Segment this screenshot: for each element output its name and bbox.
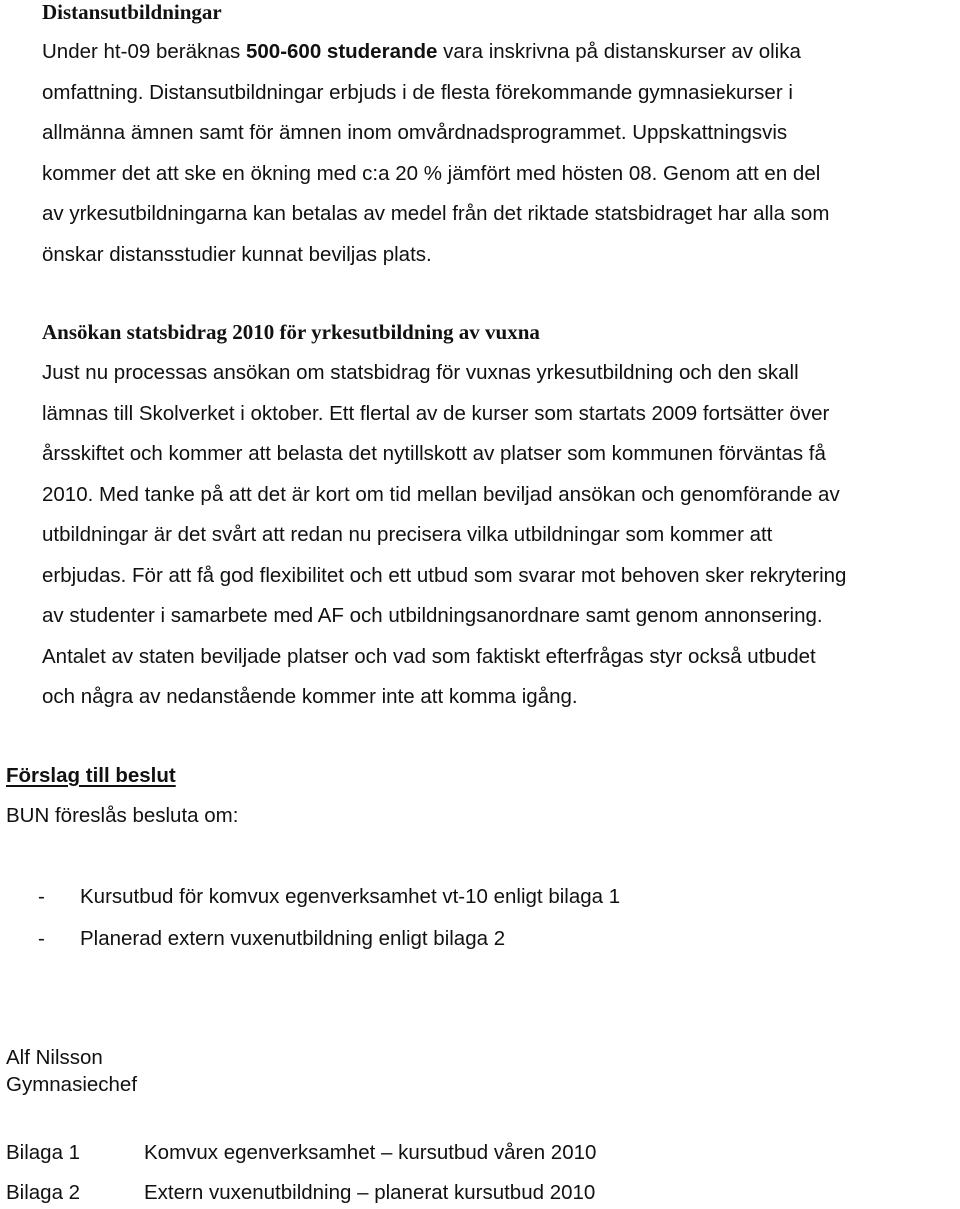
paragraph-line: allmänna ämnen samt för ämnen inom omvårdnadsprogrammet. Uppskattningsvis — [42, 121, 788, 144]
decision-item-text: Planerad extern vuxenutbildning enligt bilaga 2 — [80, 927, 506, 950]
paragraph-line: årsskiftet och kommer att belasta det nytillskott av platser som kommunen förväntas få — [42, 442, 826, 465]
paragraph-line: 2010. Med tanke på att det är kort om tid mellan beviljad ansökan och genomförande av — [42, 482, 840, 506]
paragraph-line: Under ht-09 beräknas 500-600 studerande vara inskrivna på distanskurser av olika — [42, 40, 801, 63]
paragraph-line: omfattning. Distansutbildningar erbjuds i de flesta förekommande gymnasiekurser i — [42, 80, 793, 104]
heading-forslag-till-beslut: Förslag till beslut — [6, 764, 176, 787]
paragraph-line: erbjudas. För att få god flexibilitet och ett utbud som svarar mot behoven sker rekrytering — [42, 563, 847, 587]
paragraph-ansokan — [42, 353, 846, 718]
paragraph-line: Antalet av staten beviljade platser och vad som faktiskt efterfrågas styr också utbudet — [42, 644, 816, 668]
paragraph-line: lämnas till Skolverket i oktober. Ett flertal av de kurser som startats 2009 fortsätter över — [42, 401, 830, 425]
decision-item-2 — [38, 927, 918, 955]
attachment-row-2 — [6, 1181, 906, 1209]
paragraph-distansutbildningar — [42, 32, 829, 275]
paragraph-line: Just nu processas ansökan om statsbidrag för vuxnas yrkesutbildning och den skall — [42, 361, 799, 384]
attachment-text: Extern vuxenutbildning – planerat kursutbud 2010 — [144, 1181, 596, 1204]
signature-title: Gymnasiechef — [6, 1073, 138, 1096]
signature-name: Alf Nilsson — [6, 1046, 103, 1069]
heading-ansokan-statsbidrag: Ansökan statsbidrag 2010 för yrkesutbildning av vuxna — [42, 320, 540, 344]
decision-item-text: Kursutbud för komvux egenverksamhet vt-10 enligt bilaga 1 — [80, 885, 621, 908]
highlight-studerande: 500-600 studerande — [245, 40, 438, 63]
attachment-text: Komvux egenverksamhet – kursutbud våren 2010 — [144, 1141, 597, 1164]
list-dash: - — [38, 927, 45, 950]
paragraph-line: av studenter i samarbete med AF och utbildningsanordnare samt genom annonsering. — [42, 604, 823, 627]
attachment-label: Bilaga 1 — [6, 1141, 81, 1164]
paragraph-line: kommer det att ske en ökning med c:a 20 % jämfört med hösten 08. Genom att en del — [42, 161, 821, 185]
decision-intro: BUN föreslås besluta om: — [6, 804, 239, 827]
paragraph-line: utbildningar är det svårt att redan nu precisera vilka utbildningar som kommer att — [42, 523, 773, 546]
paragraph-line: önskar distansstudier kunnat beviljas plats. — [42, 242, 432, 266]
decision-item-1 — [38, 885, 918, 913]
list-dash: - — [38, 885, 45, 908]
attachment-row-1 — [6, 1141, 906, 1169]
attachment-label: Bilaga 2 — [6, 1181, 81, 1204]
heading-distansutbildningar: Distansutbildningar — [42, 0, 222, 24]
paragraph-line: och några av nedanstående kommer inte att komma igång. — [42, 685, 578, 708]
paragraph-line: av yrkesutbildningarna kan betalas av medel från det riktade statsbidraget har alla som — [42, 202, 830, 225]
